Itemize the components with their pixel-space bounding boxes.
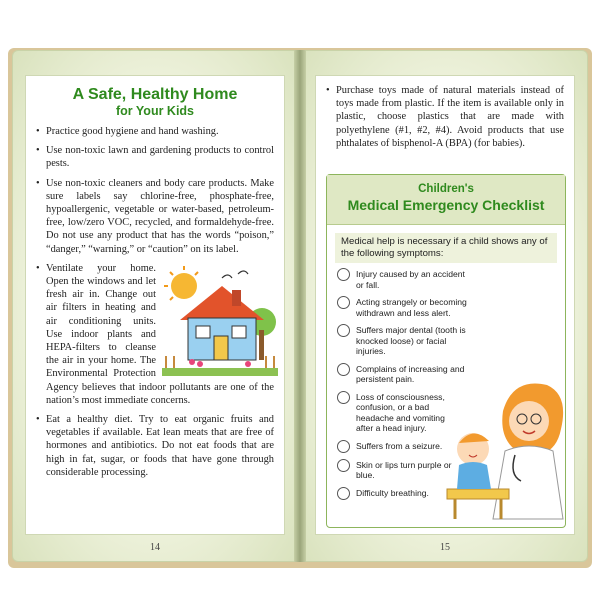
right-page bbox=[302, 50, 588, 562]
checklist-title-line2: Medical Emergency Checklist bbox=[347, 197, 545, 213]
checkbox-circle[interactable] bbox=[337, 363, 350, 376]
checklist-item: Suffers major dental (tooth is knocked loose) or facial injuries. bbox=[337, 325, 469, 357]
list-item: • Use non-toxic cleaners and body care products. Make sure labels say chlorine-free, phosphate-free, hypoallergenic, vegetable or water-based, petroleum-free, low/zero VOC, recycled, and formaldehyde-free. Do not use any product that has the words “poison,” “danger,” “warning,” or “caution” on its label. bbox=[36, 177, 274, 256]
tips-list bbox=[26, 125, 284, 479]
list-item: • Purchase toys made of natural materials instead of toys made from plastic. If the item is available only in plastic, choose plastics that are made with polyethylene (#1, #2, #4). Avoid products that use phthalates of bisphenol-A (BPA) (for babies). bbox=[326, 84, 564, 150]
checklist-intro: Medical help is necessary if a child shows any of the following symptoms: bbox=[335, 233, 557, 263]
checkbox-circle[interactable] bbox=[337, 296, 350, 309]
medical-checklist bbox=[326, 174, 566, 528]
nurse-child-icon bbox=[445, 371, 569, 521]
checklist-item: Complains of increasing and persistent pain. bbox=[337, 364, 469, 385]
checklist-item: Loss of consciousness, confusion, or a bad headache and vomiting after a head injury. bbox=[337, 392, 459, 434]
page-subtitle: for Your Kids bbox=[115, 104, 194, 118]
checkbox-circle[interactable] bbox=[337, 268, 350, 281]
checklist-item: Acting strangely or becoming withdrawn and less alert. bbox=[337, 297, 469, 318]
book-spine bbox=[294, 50, 306, 562]
checklist-item: Suffers from a seizure. bbox=[337, 441, 459, 453]
checkbox-circle[interactable] bbox=[337, 487, 350, 500]
list-item bbox=[36, 262, 274, 407]
house-drawing-icon bbox=[162, 264, 278, 376]
page-number: 15 bbox=[440, 542, 450, 553]
checklist-item: Difficulty breathing. bbox=[337, 488, 459, 500]
tips-list bbox=[316, 84, 574, 150]
page-title: A Safe, Healthy Home bbox=[72, 86, 238, 103]
checkbox-circle[interactable] bbox=[337, 391, 350, 404]
page-number: 14 bbox=[150, 542, 160, 553]
checklist-title-line1: Children's bbox=[418, 183, 474, 195]
checklist-header bbox=[327, 175, 565, 225]
checklist-item: Injury caused by an accident or fall. bbox=[337, 269, 469, 290]
list-item: • Use non-toxic lawn and gardening products to control pests. bbox=[36, 144, 274, 170]
checkbox-circle[interactable] bbox=[337, 324, 350, 337]
list-item: • Practice good hygiene and hand washing. bbox=[36, 125, 274, 138]
checklist-item: Skin or lips turn purple or blue. bbox=[337, 460, 459, 481]
checkbox-circle[interactable] bbox=[337, 440, 350, 453]
list-item: • Eat a healthy diet. Try to eat organic fruits and vegetables if available. Eat lean meats that are free of hormones and antibiotics. Do not eat foods that are high in fat, sugar, or foods that have gone through considerable processing. bbox=[36, 413, 274, 479]
left-page-content bbox=[25, 75, 285, 535]
right-page-content bbox=[315, 75, 575, 535]
list-item-text: Ventilate your home. Open the windows and let fresh air in. Change out air filters in heating and air conditioning units. Use indoor plants and HEPA-filters to cleanse the air in your home. The Environmental Protection Agency believes that indoor pollutants are one of the nation’s most immediate concerns. bbox=[46, 262, 274, 406]
checkbox-circle[interactable] bbox=[337, 459, 350, 472]
left-page bbox=[12, 50, 298, 562]
